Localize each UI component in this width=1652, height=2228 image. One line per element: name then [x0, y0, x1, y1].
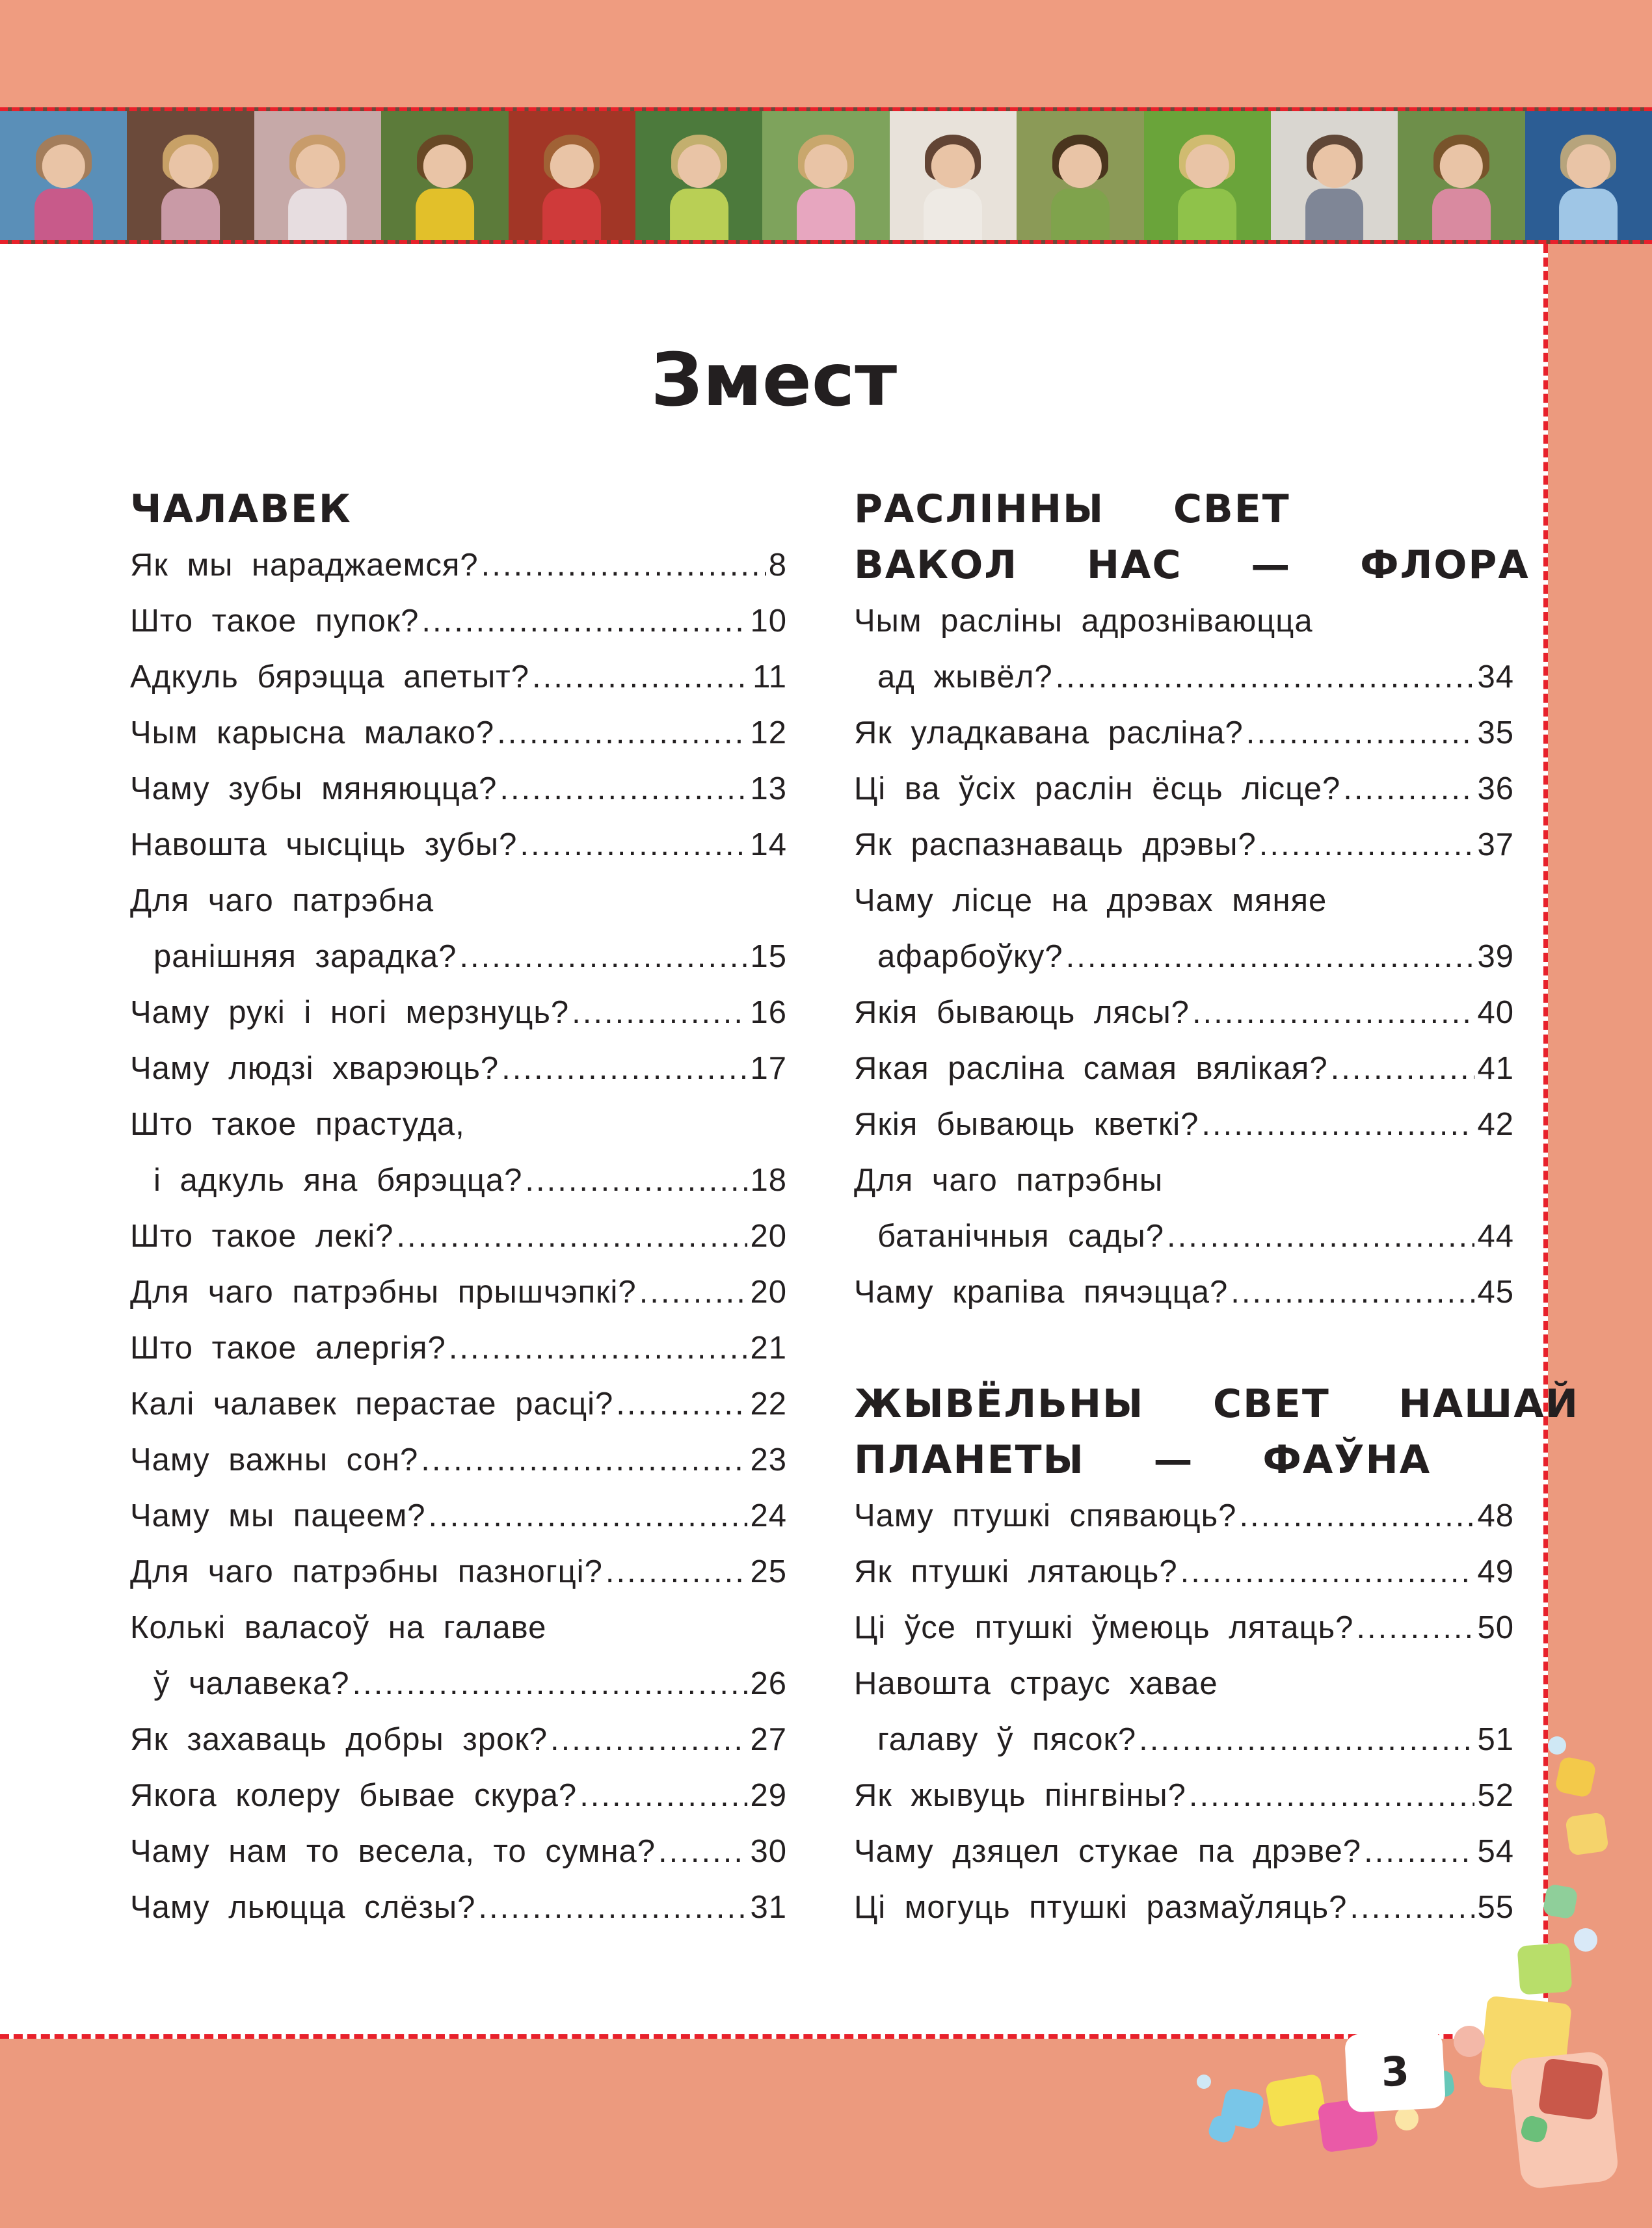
dot-leader	[396, 1208, 747, 1264]
toc-entry[interactable]	[130, 1656, 787, 1712]
toc-entry-page-number: 36	[1477, 771, 1514, 806]
dot-leader	[1231, 1264, 1474, 1320]
toc-entry[interactable]	[854, 985, 1514, 1041]
toc-entry[interactable]	[854, 761, 1514, 817]
dot-leader	[353, 1656, 748, 1712]
dot-leader	[1192, 985, 1475, 1041]
toc-entry[interactable]	[130, 1041, 787, 1096]
toc-entry-page-number: 44	[1477, 1219, 1514, 1254]
toc-entry-title: Чаму крапіва пячэцца?	[854, 1275, 1229, 1310]
section-heading-flora-line1: РАСЛІННЫ СВЕТ	[854, 486, 1290, 532]
toc-entry-title: Для чаго патрэбны пазногці?	[130, 1554, 603, 1589]
dot-leader	[550, 1712, 748, 1768]
toc-entry-page-number: 30	[750, 1834, 787, 1869]
toc-entry[interactable]	[854, 1768, 1514, 1824]
photo-girl-suitcase	[1271, 111, 1398, 240]
dot-leader	[580, 1768, 747, 1824]
dot-leader	[639, 1264, 748, 1320]
photo-face	[805, 144, 847, 187]
toc-entry-page-number: 12	[750, 715, 787, 750]
section-heading-chalavek: ЧАЛАВЕК	[130, 486, 352, 532]
toc-entry-page-number: 15	[750, 939, 787, 974]
toc-entry-page-number: 39	[1477, 939, 1514, 974]
toc-entry[interactable]	[130, 705, 787, 761]
toc-entry[interactable]	[854, 705, 1514, 761]
toc-entry-title: Чаму нам то весела, то сумна?	[130, 1834, 656, 1869]
toc-entry[interactable]	[130, 1264, 787, 1320]
toc-entry-page-number: 49	[1477, 1554, 1514, 1589]
dot-leader	[459, 929, 747, 985]
toc-entry-page-number: 25	[750, 1554, 787, 1589]
photo-body	[1178, 189, 1236, 240]
toc-entry-page-number: 23	[750, 1442, 787, 1478]
dot-leader	[1201, 1096, 1474, 1152]
dot-leader	[616, 1376, 747, 1432]
toc-entry-page-number: 48	[1477, 1498, 1514, 1533]
toc-entry[interactable]	[130, 1824, 787, 1879]
dot-leader	[1139, 1712, 1474, 1768]
photo-face	[169, 144, 212, 187]
toc-entry-title: Адкуль бярэцца апетыт?	[130, 659, 529, 695]
photo-girl-shopping-cart	[635, 111, 762, 240]
toc-entry-title: Якія бываюць лясы?	[854, 995, 1190, 1030]
page-title: Змест	[650, 338, 898, 423]
photo-body	[161, 189, 220, 240]
photo-body	[1559, 189, 1618, 240]
photo-face	[550, 144, 593, 187]
toc-entry-page-number: 54	[1477, 1834, 1514, 1869]
toc-entry-title: Як распазнаваць дрэвы?	[854, 827, 1257, 862]
toc-entry[interactable]	[130, 1712, 787, 1768]
toc-entry-page-number: 52	[1477, 1778, 1514, 1813]
toc-entry-title: Што такое пупок?	[130, 603, 420, 639]
toc-entry-page-number: 24	[750, 1498, 787, 1533]
toc-entry-page-number: 42	[1477, 1107, 1514, 1142]
toc-entry-title-line: Навошта страус хавае	[854, 1666, 1218, 1701]
dot-leader	[1364, 1824, 1474, 1879]
photo-face	[1186, 144, 1229, 187]
toc-entry-page-number: 21	[750, 1331, 787, 1366]
toc-entry-page-number: 51	[1477, 1722, 1514, 1757]
toc-entry-title: Чаму льюцца слёзы?	[130, 1890, 476, 1925]
toc-entry[interactable]	[130, 1376, 787, 1432]
toc-entry[interactable]	[130, 929, 787, 985]
photo-body	[797, 189, 855, 240]
photo-face	[1567, 144, 1610, 187]
toc-entry-title: ў чалавека?	[153, 1666, 350, 1701]
photo-girl-green-dress	[1017, 111, 1143, 240]
toc-entry[interactable]	[854, 929, 1514, 985]
dot-leader	[1056, 649, 1475, 705]
dot-leader	[500, 761, 747, 817]
toc-entry-title: Якія бываюць кветкі?	[854, 1107, 1199, 1142]
photo-girl-yellow-dress	[381, 111, 508, 240]
photo-face	[677, 144, 720, 187]
toc-entry-page-number: 8	[768, 548, 787, 583]
toc-entry-title: Як жывуць пінгвіны?	[854, 1778, 1186, 1813]
dot-leader	[1167, 1208, 1475, 1264]
toc-entry-title: і адкуль яна бярэцца?	[153, 1163, 523, 1198]
top-border-band	[0, 0, 1652, 107]
toc-entry-title: Для чаго патрэбны прышчэпкі?	[130, 1275, 637, 1310]
toc-entry-title-line: Чым расліны адрозніваюцца	[854, 603, 1313, 639]
dot-leader	[1189, 1768, 1475, 1824]
toc-entry-title: Як уладкавана расліна?	[854, 715, 1244, 750]
toc-entry-title: Што такое лекі?	[130, 1219, 394, 1254]
section-gap	[854, 1320, 1514, 1376]
toc-entry[interactable]	[854, 1041, 1514, 1096]
toc-entry[interactable]	[854, 1096, 1514, 1152]
toc-entry-page-number: 37	[1477, 827, 1514, 862]
photo-face	[296, 144, 339, 187]
photo-body	[1432, 189, 1491, 240]
toc-entry[interactable]	[854, 1879, 1514, 1935]
dot-leader	[429, 1488, 748, 1544]
toc-entry-page-number: 45	[1477, 1275, 1514, 1310]
toc-entry-title: Ці ва ўсіх раслін ёсць лісце?	[854, 771, 1341, 806]
toc-entry[interactable]	[854, 817, 1514, 873]
photo-girl-doorway	[127, 111, 254, 240]
dot-leader	[1343, 761, 1474, 817]
toc-entry[interactable]	[854, 649, 1514, 705]
dot-leader	[1331, 1041, 1475, 1096]
toc-entry-title-line: Што такое прастуда,	[130, 1107, 465, 1142]
toc-entry[interactable]	[130, 1768, 787, 1824]
dot-leader	[1350, 1879, 1474, 1935]
toc-entry-page-number: 50	[1477, 1610, 1514, 1645]
photo-body	[34, 189, 93, 240]
toc-entry[interactable]	[130, 1152, 787, 1208]
photo-body	[416, 189, 474, 240]
toc-entry[interactable]	[854, 1600, 1514, 1656]
dot-leader	[658, 1824, 747, 1879]
dot-leader	[501, 1041, 747, 1096]
toc-entry[interactable]	[854, 1712, 1514, 1768]
toc-entry-title: Як птушкі лятаюць?	[854, 1554, 1178, 1589]
toc-entry[interactable]	[130, 1544, 787, 1600]
toc-entry[interactable]	[130, 1320, 787, 1376]
toc-entry-page-number: 17	[750, 1051, 787, 1086]
photo-girl-bike-beach	[0, 111, 127, 240]
toc-list-fauna	[854, 1488, 1514, 1935]
toc-entry-title: Чым карысна малако?	[130, 715, 495, 750]
photo-body	[289, 189, 347, 240]
photo-face	[1312, 144, 1355, 187]
photo-face	[931, 144, 974, 187]
dot-leader	[520, 817, 747, 873]
toc-entry-page-number: 10	[750, 603, 787, 639]
toc-entry-title: Як захаваць добры зрок?	[130, 1722, 548, 1757]
dot-leader	[1066, 929, 1475, 985]
toc-entry-title: батанічныя сады?	[877, 1219, 1164, 1254]
toc-entry-page-number: 29	[750, 1778, 787, 1813]
toc-entry[interactable]	[130, 593, 787, 649]
photo-body	[542, 189, 601, 240]
toc-entry-title: Ці ўсе птушкі ўмеюць лятаць?	[854, 1610, 1354, 1645]
toc-entry-title: Чаму рукі і ногі мерзнуць?	[130, 995, 570, 1030]
toc-entry-title: Чаму людзі хварэюць?	[130, 1051, 500, 1086]
toc-entry-title: Чаму зубы мяняюцца?	[130, 771, 498, 806]
photo-face	[423, 144, 466, 187]
photo-body	[1305, 189, 1364, 240]
toc-entry-title: Навошта чысціць зубы?	[130, 827, 518, 862]
toc-entry-title: Якога колеру бывае скура?	[130, 1778, 578, 1813]
toc-entry-page-number: 20	[750, 1219, 787, 1254]
toc-entry-title: Якая расліна самая вялікая?	[854, 1051, 1328, 1086]
photo-girl-pink-shirt	[762, 111, 889, 240]
dot-leader	[478, 1879, 747, 1935]
toc-entry-title: Чаму важны сон?	[130, 1442, 419, 1478]
toc-entry-title: Ці могуць птушкі размаўляць?	[854, 1890, 1348, 1925]
dot-leader	[421, 1432, 747, 1488]
dot-leader	[525, 1152, 747, 1208]
toc-entry-title-line: Колькі валасоў на галаве	[130, 1610, 547, 1645]
dot-leader	[449, 1320, 748, 1376]
toc-entry-page-number: 35	[1477, 715, 1514, 750]
photo-girl-checkered-dress	[1398, 111, 1525, 240]
dot-leader	[481, 537, 766, 593]
toc-entry[interactable]	[130, 1208, 787, 1264]
dot-leader	[1259, 817, 1475, 873]
toc-entry-page-number: 41	[1477, 1051, 1514, 1086]
toc-entry-title: афарбоўку?	[877, 939, 1063, 974]
toc-entry-title: галаву ў пясок?	[877, 1722, 1137, 1757]
toc-entry[interactable]	[854, 1824, 1514, 1879]
photo-face	[1440, 144, 1483, 187]
section-heading-flora-line2: ВАКОЛ НАС — ФЛОРА	[854, 542, 1530, 588]
toc-entry-page-number: 31	[750, 1890, 787, 1925]
photo-face	[42, 144, 85, 187]
toc-entry-title: Чаму птушкі спяваюць?	[854, 1498, 1237, 1533]
toc-entry[interactable]	[130, 1488, 787, 1544]
toc-entry[interactable]	[854, 1544, 1514, 1600]
toc-entry-page-number: 40	[1477, 995, 1514, 1030]
dot-leader	[421, 593, 747, 649]
photo-girl-red-roses	[509, 111, 635, 240]
toc-entry-page-number: 27	[750, 1722, 787, 1757]
dot-leader	[572, 985, 747, 1041]
dot-leader	[532, 649, 750, 705]
photo-body	[924, 189, 982, 240]
dot-leader	[1356, 1600, 1474, 1656]
toc-entry[interactable]	[130, 649, 787, 705]
toc-entry-title-line: Чаму лісце на дрэвах мяняе	[854, 883, 1327, 918]
toc-entry-page-number: 34	[1477, 659, 1514, 695]
toc-entry-page-number: 16	[750, 995, 787, 1030]
dot-leader	[1246, 705, 1475, 761]
photo-girl-lying-grass	[1144, 111, 1271, 240]
photo-girl-blossoms	[254, 111, 381, 240]
toc-entry-title: Калі чалавек перастае расці?	[130, 1386, 614, 1422]
toc-entry-page-number: 18	[750, 1163, 787, 1198]
toc-entry[interactable]	[854, 1208, 1514, 1264]
toc-entry[interactable]	[854, 1264, 1514, 1320]
dot-leader	[606, 1544, 748, 1600]
dot-leader	[1239, 1488, 1474, 1544]
toc-column-left	[130, 481, 787, 1935]
toc-entry-page-number: 26	[750, 1666, 787, 1701]
toc-entry-page-number: 22	[750, 1386, 787, 1422]
toc-entry-page-number: 20	[750, 1275, 787, 1310]
toc-entry-title: Як мы нараджаемся?	[130, 548, 479, 583]
toc-entry-page-number: 11	[753, 659, 787, 695]
toc-entry[interactable]	[130, 817, 787, 873]
toc-entry-title-line: Для чаго патрэбны	[854, 1163, 1164, 1198]
toc-column-right	[854, 481, 1579, 1935]
toc-entry-page-number: 14	[750, 827, 787, 862]
photo-strip	[0, 107, 1652, 244]
page-number: 3	[1344, 2030, 1446, 2113]
toc-entry-page-number: 13	[750, 771, 787, 806]
toc-entry[interactable]	[130, 537, 787, 593]
toc-entry[interactable]	[130, 1879, 787, 1935]
toc-list-chalavek	[130, 537, 787, 1935]
photo-body	[1051, 189, 1110, 240]
dot-leader	[497, 705, 747, 761]
toc-entry[interactable]	[130, 1432, 787, 1488]
toc-entry-title-line: Для чаго патрэбна	[130, 883, 434, 918]
toc-entry[interactable]	[130, 985, 787, 1041]
toc-entry-title: Што такое алергія?	[130, 1331, 446, 1366]
toc-entry-title: ранішняя зарадка?	[153, 939, 457, 974]
photo-girl-splashing-water	[1525, 111, 1652, 240]
toc-entry-title: Чаму дзяцел стукае па дрэве?	[854, 1834, 1362, 1869]
photo-face	[1059, 144, 1102, 187]
photo-girl-curly-hair	[890, 111, 1017, 240]
section-heading-fauna-line2: ПЛАНЕТЫ — ФАЎНА	[854, 1437, 1432, 1483]
dot-leader	[1180, 1544, 1475, 1600]
photo-body	[670, 189, 728, 240]
toc-entry[interactable]	[854, 1488, 1514, 1544]
toc-entry-title: ад жывёл?	[877, 659, 1053, 695]
toc-entry[interactable]	[130, 761, 787, 817]
toc-entry-title: Чаму мы пацеем?	[130, 1498, 426, 1533]
toc-list-flora	[854, 593, 1514, 1320]
section-heading-fauna-line1: ЖЫВЁЛЬНЫ СВЕТ НАШАЙ	[854, 1381, 1579, 1427]
toc-entry-page-number: 55	[1477, 1890, 1514, 1925]
